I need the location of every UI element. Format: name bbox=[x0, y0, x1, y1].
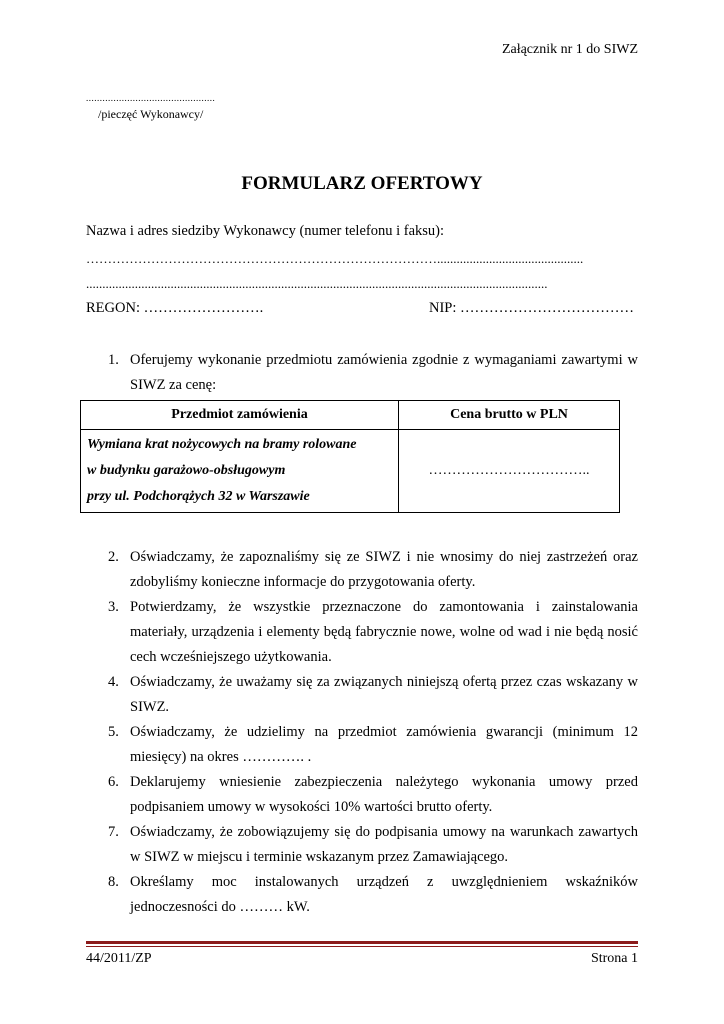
subject-line-2: w budynku garażowo-obsługowym bbox=[87, 463, 286, 478]
form-title: FORMULARZ OFERTOWY bbox=[241, 173, 483, 194]
document-reference: 44/2011/ZP bbox=[86, 951, 152, 966]
subject-line-3: przy ul. Podchorążych 32 w Warszawie bbox=[87, 489, 310, 504]
list-item-text: Określamy moc instalowanych urządzeń z uwzględnieniem wskaźników jednoczesności do ……… kW. bbox=[130, 874, 638, 915]
list-item-number: 4. bbox=[108, 674, 119, 690]
price-cell: …………………………….. bbox=[399, 430, 620, 513]
contractor-dots-line-1: ………………………………………………………………………............................................. bbox=[86, 251, 584, 266]
list-item bbox=[86, 820, 638, 870]
list-item-text: Deklarujemy wniesienie zabezpieczenia należytego wykonania umowy przed podpisaniem umowy w wysokości 10% wartości brutto oferty. bbox=[130, 774, 638, 815]
offer-table bbox=[80, 400, 620, 513]
nip-field: NIP: ……………………………… bbox=[429, 300, 635, 316]
list-item bbox=[86, 595, 638, 670]
subject-cell bbox=[81, 430, 399, 513]
footer-rule-thin bbox=[86, 946, 638, 947]
list-item-number: 8. bbox=[108, 874, 119, 890]
annex-label: Załącznik nr 1 do SIWZ bbox=[501, 42, 638, 57]
list-item-number: 3. bbox=[108, 599, 119, 615]
list-item-number: 2. bbox=[108, 549, 119, 565]
list-item-number: 1. bbox=[108, 352, 119, 368]
list-item bbox=[86, 670, 638, 720]
list-item bbox=[86, 870, 638, 920]
declarations-list bbox=[86, 545, 638, 920]
regon-field: REGON: ……………………. bbox=[86, 300, 264, 316]
list-item bbox=[86, 545, 638, 595]
footer-rule-thick bbox=[86, 941, 638, 944]
seal-dots: ............................................... bbox=[86, 93, 216, 103]
list-item-text: Oświadczamy, że zapoznaliśmy się ze SIWZ i nie wnosimy do niej zastrzeżeń oraz zdobyliśmy konieczne informacje do przygotowania oferty. bbox=[130, 549, 638, 590]
table-header-row bbox=[81, 401, 620, 430]
list-item-text: Oferujemy wykonanie przedmiotu zamówienia zgodnie z wymaganiami zawartymi w SIWZ za cenę: bbox=[130, 352, 638, 393]
list-item-number: 7. bbox=[108, 824, 119, 840]
declarations-list-top bbox=[86, 348, 638, 398]
table-row bbox=[81, 430, 620, 513]
list-item-text: Potwierdzamy, że wszystkie przeznaczone do zamontowania i zainstalowania materiały, urządzenia i elementy będą fabrycznie nowe, wolne od wad i nie będą nosić cech wcześniejszego użytkowania. bbox=[130, 599, 638, 665]
subject-column-header: Przedmiot zamówienia bbox=[81, 401, 399, 430]
contractor-name-label: Nazwa i adres siedziby Wykonawcy (numer telefonu i faksu): bbox=[86, 223, 445, 239]
page-number: Strona 1 bbox=[590, 951, 638, 966]
list-item-text: Oświadczamy, że zobowiązujemy się do podpisania umowy na warunkach zawartych w SIWZ w miejscu i terminie wskazanym przez Zamawiającego. bbox=[130, 824, 638, 865]
list-item bbox=[86, 770, 638, 820]
list-item-text: Oświadczamy, że uważamy się za związanych niniejszą ofertą przez czas wskazany w SIWZ. bbox=[130, 674, 638, 715]
contractor-dots-line-2: .............................................................................................................................................. bbox=[86, 276, 548, 291]
subject-line-1: Wymiana krat nożycowych na bramy rolowane bbox=[87, 437, 357, 452]
list-item-number: 6. bbox=[108, 774, 119, 790]
list-item bbox=[86, 348, 638, 398]
price-column-header: Cena brutto w PLN bbox=[399, 401, 620, 430]
list-item bbox=[86, 720, 638, 770]
seal-label: /pieczęć Wykonawcy/ bbox=[98, 107, 204, 121]
list-item-text: Oświadczamy, że udzielimy na przedmiot zamówienia gwarancji (minimum 12 miesięcy) na okres …………. . bbox=[130, 724, 638, 765]
list-item-number: 5. bbox=[108, 724, 119, 740]
